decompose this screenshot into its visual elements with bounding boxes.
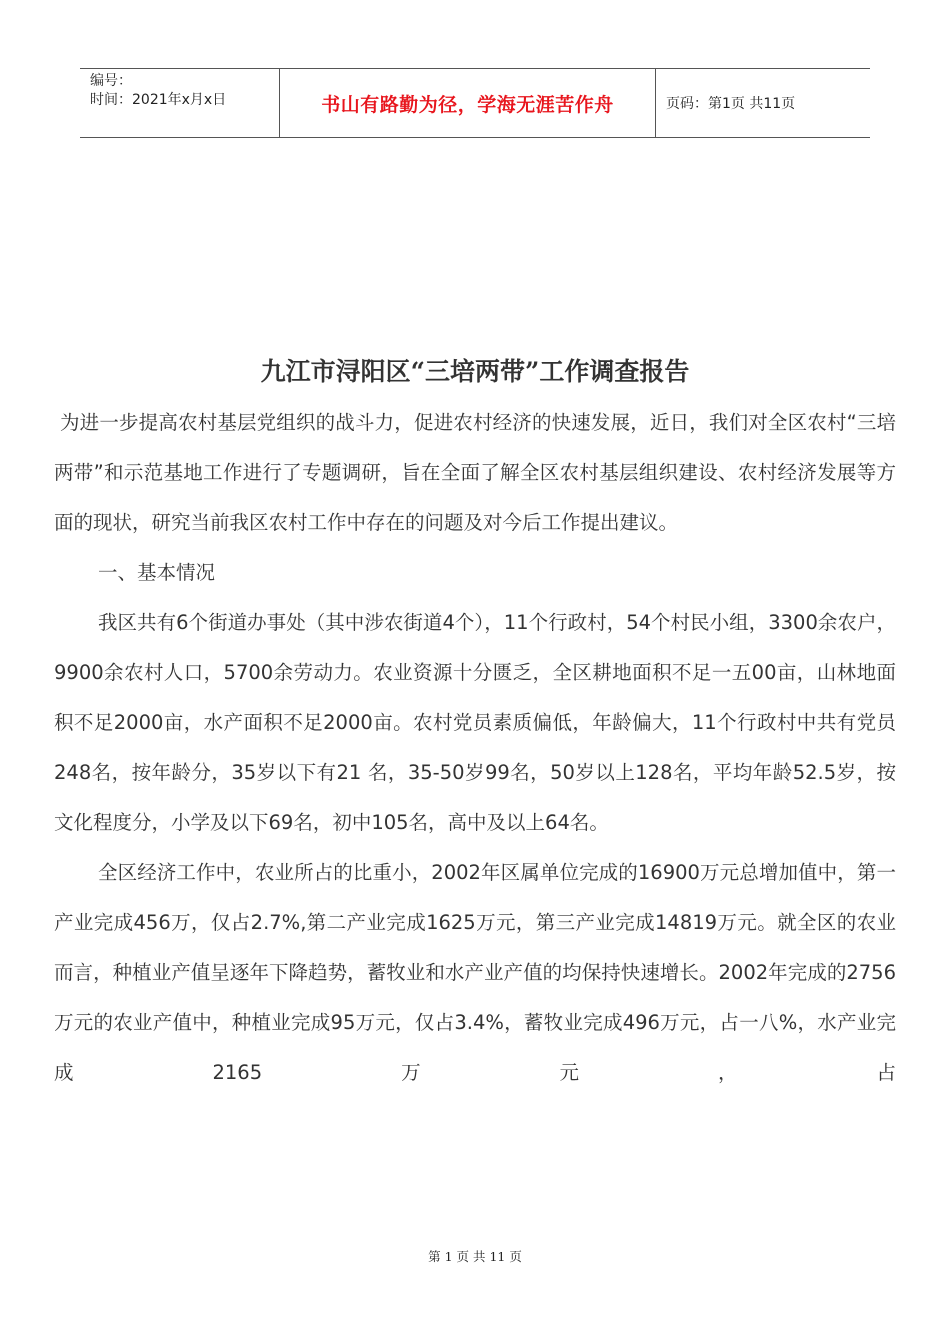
page-footer: 第 1 页 共 11 页 xyxy=(428,1249,522,1264)
header-page-number: 页码：第1页 共11页 xyxy=(666,96,796,112)
document-number-label: 编号： xyxy=(90,73,132,89)
body-paragraph: 我区共有6个街道办事处（其中涉农街道4个），11个行政村，54个村民小组，3300余农户，9900余农村人口，5700余劳动力。农业资源十分匮乏，全区耕地面积不足一五00亩，山林地面积不足2000亩，水产面积不足2000亩。农村党员素质偏低，年龄偏大，11个行政村中共有党员248名，按年龄分，35岁以下有21 名，35-50岁99名，50岁以上128名，平均年龄52.5岁，按文化程度分，小学及以下69名，初中105名，高中及以上64名。 xyxy=(54,611,896,834)
header-meta xyxy=(80,69,280,137)
page-header xyxy=(80,68,870,138)
document-time-label: 时间：2021年x月x日 xyxy=(90,92,227,108)
document-body xyxy=(54,398,896,1098)
header-motto: 书山有路勤为径，学海无涯苦作舟 xyxy=(280,69,656,137)
body-paragraph: 全区经济工作中，农业所占的比重小，2002年区属单位完成的16900万元总增加值中，第一产业完成456万，仅占2.7%,第二产业完成1625万元，第三产业完成14819万元。就全区的农业而言，种植业产值呈逐年下降趋势，蓄牧业和水产业产值的均保持快速增长。2002年完成的2756万元的农业产值中，种植业完成95万元，仅占3.4%，蓄牧业完成496万元，占一八%，水产业完成2165万元，占 xyxy=(54,861,896,1084)
intro-paragraph: 为进一步提高农村基层党组织的战斗力，促进农村经济的快速发展，近日，我们对全区农村“三培两带”和示范基地工作进行了专题调研，旨在全面了解全区农村基层组织建设、农村经济发展等方面的现状，研究当前我区农村工作中存在的问题及对今后工作提出建议。 xyxy=(54,411,896,534)
document-title: 九江市浔阳区“三培两带”工作调查报告 xyxy=(260,357,690,386)
section-heading-basic-situation: 一、基本情况 xyxy=(98,561,216,584)
